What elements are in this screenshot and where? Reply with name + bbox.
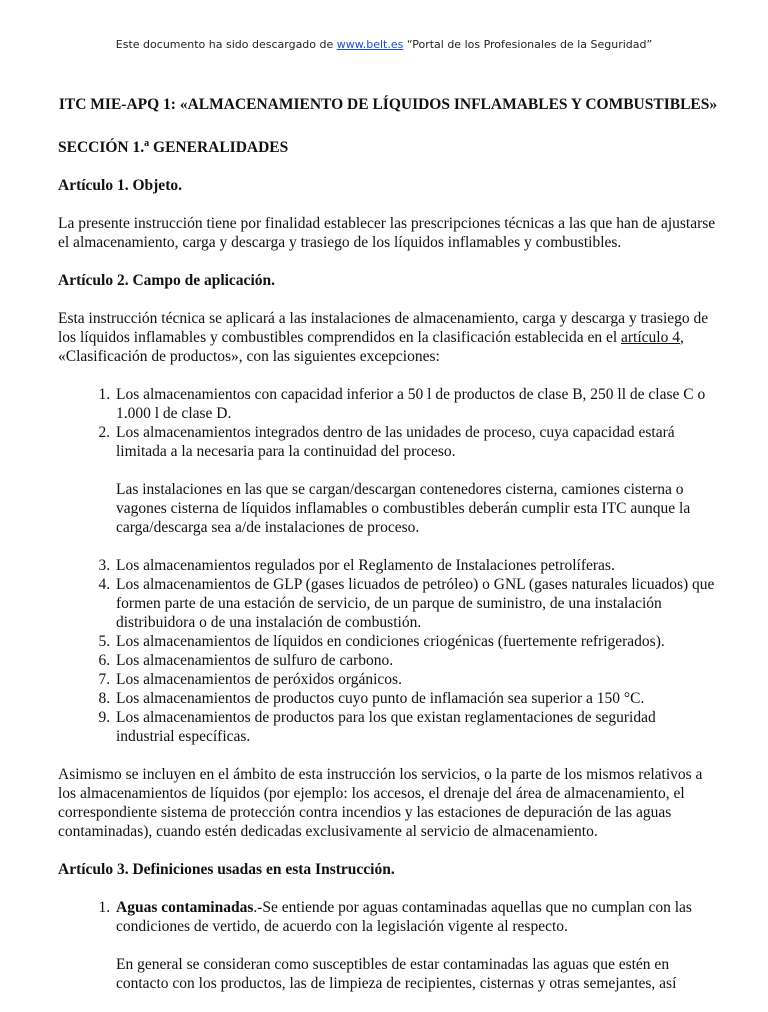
article-2-closing: Asimismo se incluyen en el ámbito de esta instrucción los servicios, o la parte de los mismos relativos a los almacenamientos de líquidos (por ejemplo: los accesos, el drenaje del área de almacenamiento, el correspondiente sistema de protección contra incendios y las estaciones de depuración de las aguas contaminadas), cuando estén dedicadas exclusivamente al servicio de almacenamiento.: [58, 766, 703, 841]
definitions-list: [58, 898, 718, 993]
list-item: 1. Los almacenamientos con capacidad inferior a 50 l de productos de clase B, 250 ll de clase C o 1.000 l de clase D.: [114, 385, 718, 423]
banner-suffix: “Portal de los Profesionales de la Seguridad”: [403, 38, 653, 51]
list-item: 7. Los almacenamientos de peróxidos orgánicos.: [114, 670, 718, 689]
section-name: GENERALIDADES: [149, 139, 289, 157]
belt-link[interactable]: www.belt.es: [336, 38, 404, 51]
section-label: SECCIÓN 1.: [58, 139, 145, 157]
list-item: 9. Los almacenamientos de productos para los que existan reglamentaciones de seguridad industrial específicas.: [114, 708, 718, 746]
list-item: [114, 423, 718, 537]
intro-text-a: Esta instrucción técnica se aplicará a las instalaciones de almacenamiento, carga y descarga y trasiego de los líquidos inflamables y combustibles comprendidos en la clasificación establecida en el: [58, 310, 709, 347]
definition-item: [114, 898, 718, 993]
list-item: 5. Los almacenamientos de líquidos en condiciones criogénicas (fuertemente refrigerados).: [114, 632, 718, 651]
list-item: 4. Los almacenamientos de GLP (gases licuados de petróleo) o GNL (gases naturales licuados) que formen parte de una estación de servicio, de un parque de suministro, de una instalación distribuidora o de una instalación de combustión.: [114, 575, 718, 632]
document-body: [58, 95, 718, 1012]
exceptions-list-b: [58, 556, 718, 746]
list-item-text: Los almacenamientos integrados dentro de las unidades de proceso, cuya capacidad estará limitada a la necesaria para la continuidad del proceso.: [116, 424, 675, 461]
section-ordinal: a: [144, 138, 150, 149]
download-source-banner: [0, 38, 768, 51]
intro-text-b: , «Clasificación de productos», con las siguientes excepciones:: [58, 329, 684, 366]
article-1-heading: Artículo 1. Objeto.: [58, 177, 182, 195]
article-3-heading: Artículo 3. Definiciones usadas en esta Instrucción.: [58, 861, 395, 879]
list-item: 6. Los almacenamientos de sulfuro de carbono.: [114, 651, 718, 670]
definition-note: En general se consideran como susceptibles de estar contaminadas las aguas que estén en contacto con los productos, las de limpieza de recipientes, cisternas y otras semejantes, así: [116, 956, 677, 993]
exceptions-list-a: [58, 385, 718, 537]
definition-term: Aguas contaminadas: [116, 899, 254, 917]
document-title: ITC MIE-APQ 1: «ALMACENAMIENTO DE LÍQUIDOS INFLAMABLES Y COMBUSTIBLES»: [58, 96, 718, 113]
definition-text: .-Se entiende por aguas contaminadas aquellas que no cumplan con las condiciones de vertido, de acuerdo con la legislación vigente al respecto.: [116, 899, 692, 936]
list-item: 8. Los almacenamientos de productos cuyo punto de inflamación sea superior a 150 °C.: [114, 689, 718, 708]
process-note: Las instalaciones en las que se cargan/descargan contenedores cisterna, camiones cisterna o vagones cisterna de líquidos inflamables o combustibles deberán cumplir esta ITC aunque la carga/descarga sea a/de instalaciones de proceso.: [116, 481, 691, 537]
section-heading: [58, 134, 718, 157]
banner-prefix: Este documento ha sido descargado de: [115, 38, 337, 51]
article-1-text: La presente instrucción tiene por finalidad establecer las prescripciones técnicas a las que han de ajustarse el almacenamiento, carga y descarga y trasiego de los líquidos inflamables y combustibles.: [58, 215, 716, 252]
article-2-intro: [58, 309, 718, 366]
list-item: 3. Los almacenamientos regulados por el Reglamento de Instalaciones petrolíferas.: [114, 556, 718, 575]
article-4-link[interactable]: artículo 4: [621, 329, 680, 347]
article-2-heading: Artículo 2. Campo de aplicación.: [58, 272, 275, 290]
